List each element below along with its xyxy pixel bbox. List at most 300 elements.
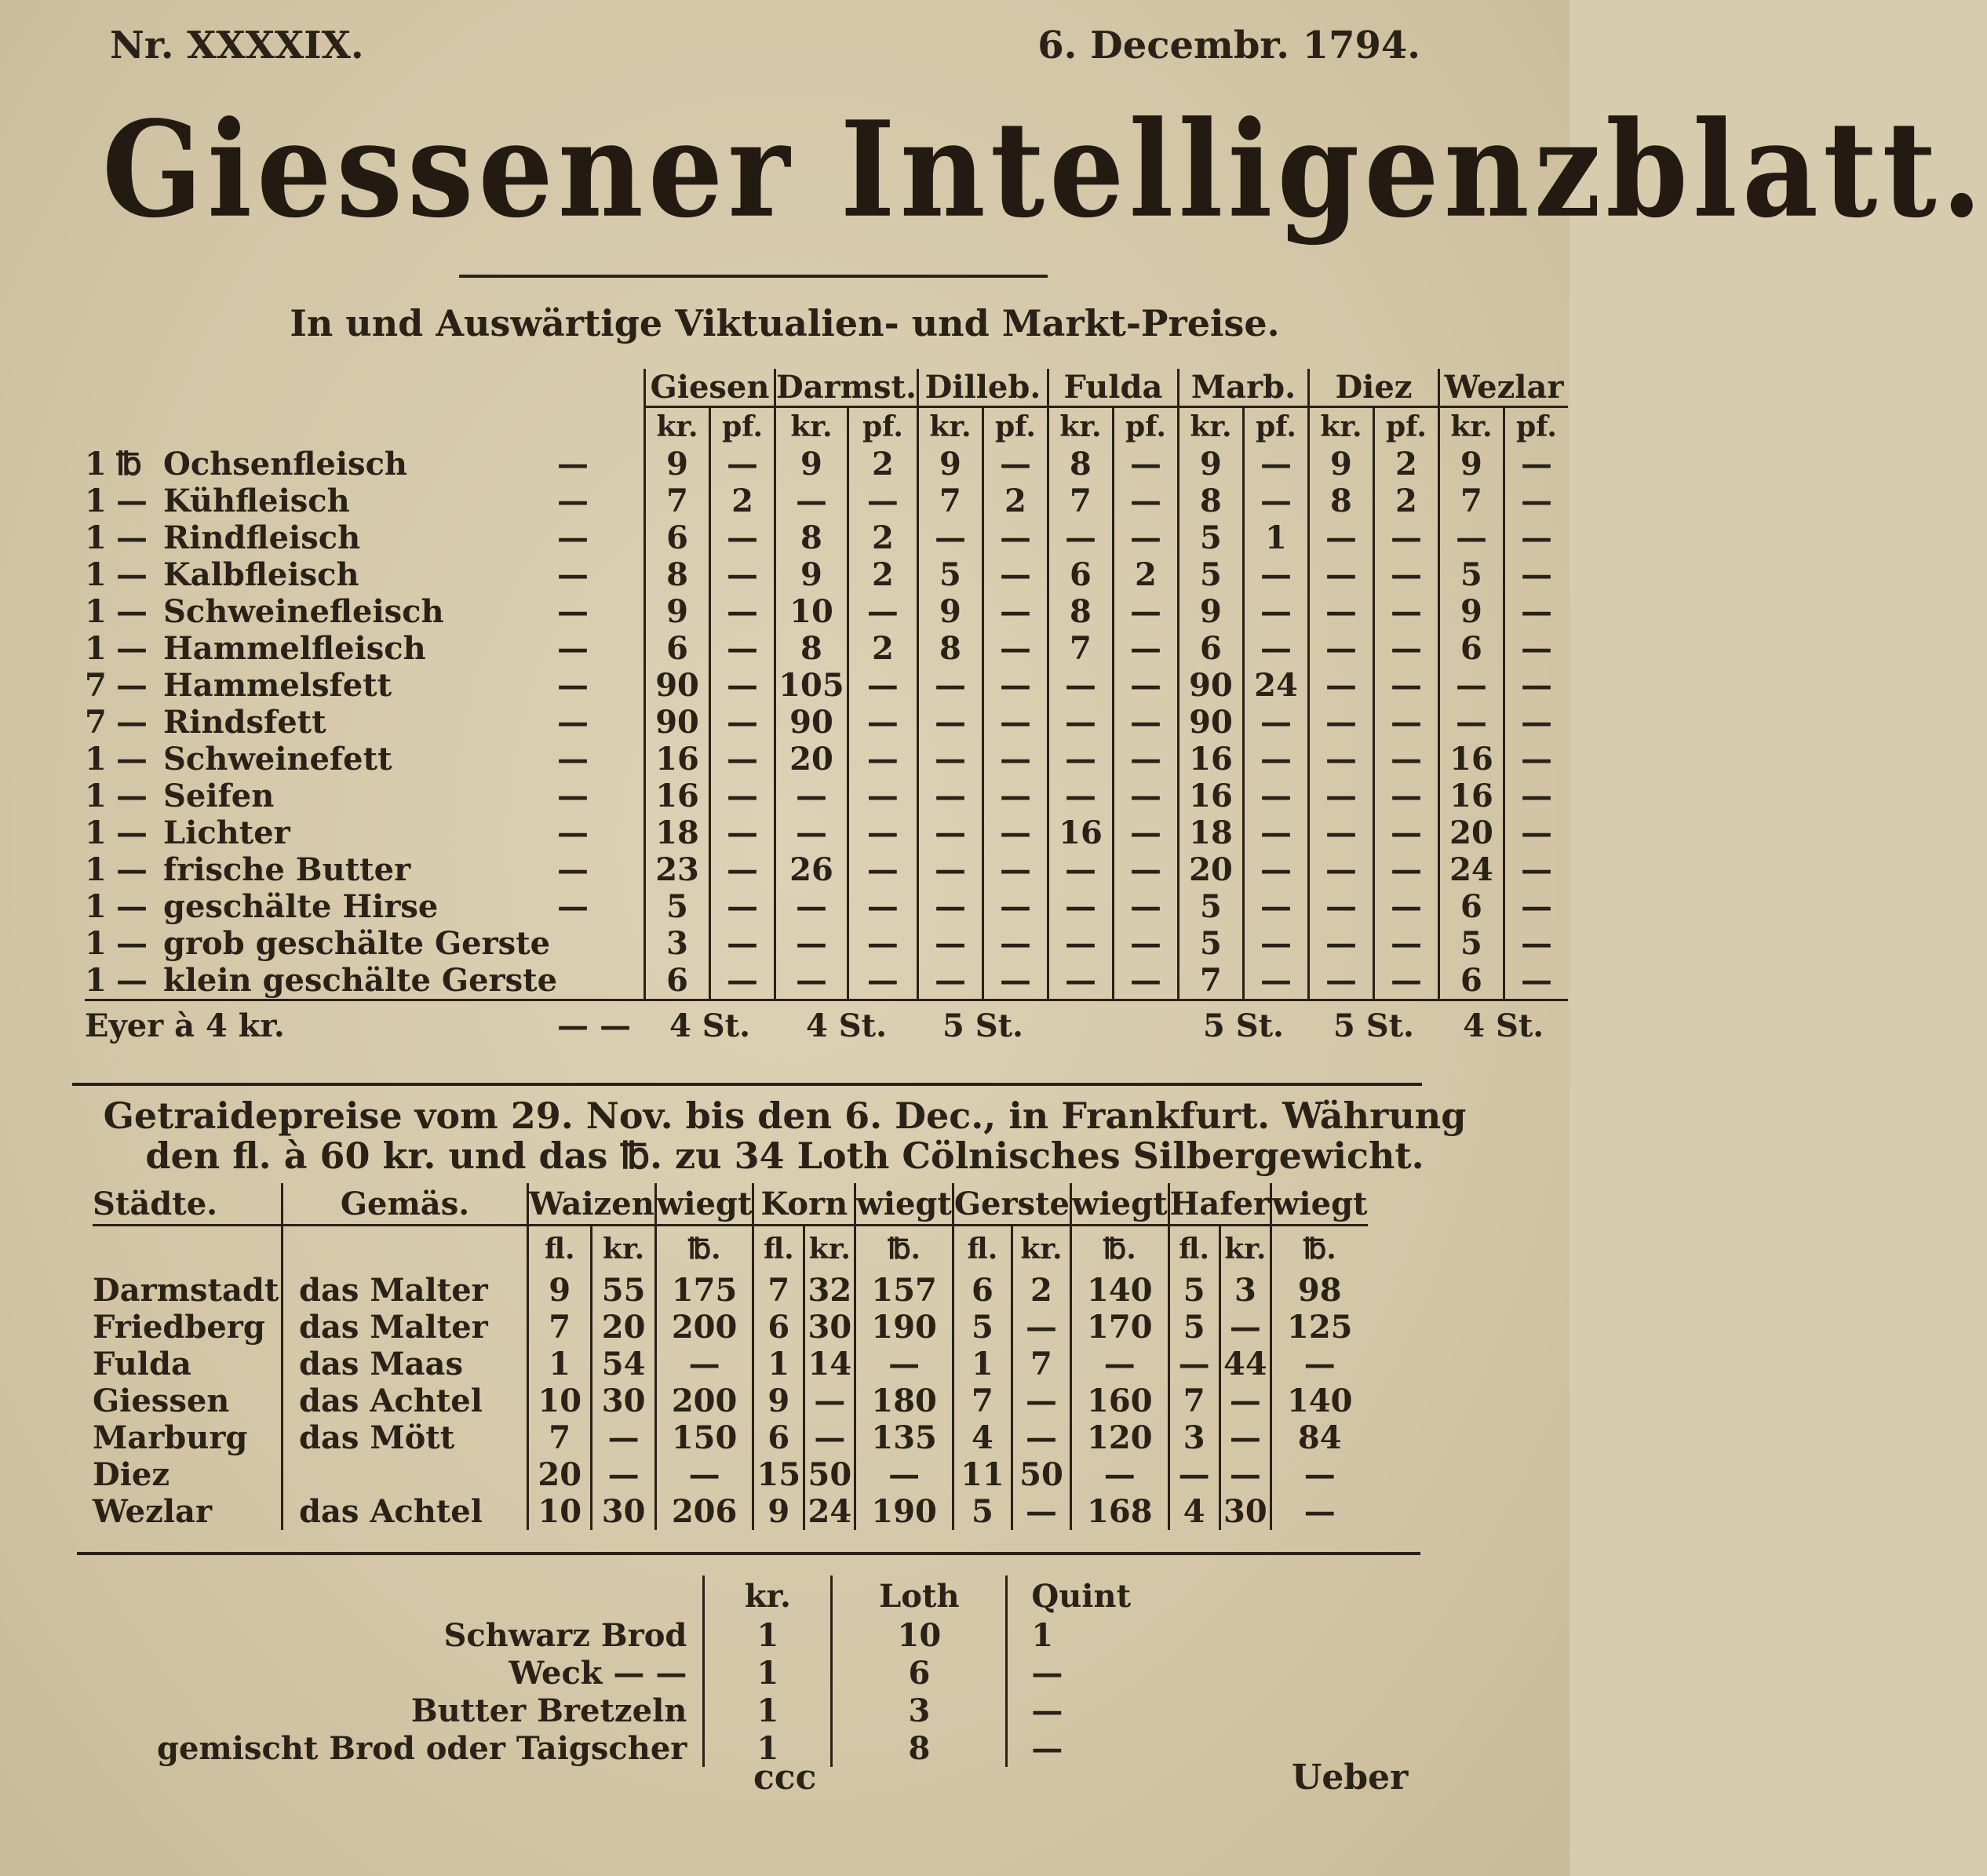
grain-weight-header: wiegt	[855, 1183, 953, 1226]
grain-measure: das Malter	[283, 1309, 528, 1346]
issue-number: Nr. XXXXIX.	[110, 24, 364, 67]
price-cell: —	[1113, 483, 1178, 519]
price-cell: 8	[1308, 483, 1373, 519]
row-quantity: 1	[85, 851, 107, 888]
price-cell: —	[848, 888, 917, 925]
grain-cell: 160	[1071, 1382, 1169, 1419]
grain-cell: 30	[1220, 1493, 1271, 1530]
price-cell: 90	[645, 667, 710, 704]
grain-measure: das Maas	[283, 1346, 528, 1382]
price-cell: —	[1243, 556, 1308, 593]
row-dash: —	[557, 888, 589, 925]
row-unit: —	[116, 962, 148, 999]
sub-lb-header: ℔.	[855, 1226, 953, 1273]
price-cell: —	[848, 704, 917, 741]
row-unit: —	[116, 778, 148, 814]
market-row	[85, 925, 1568, 962]
price-cell: 5	[645, 888, 710, 925]
price-cell: —	[1438, 519, 1504, 556]
market-row	[85, 630, 1568, 667]
price-cell: 9	[1178, 593, 1243, 630]
grain-cell: —	[592, 1456, 655, 1493]
price-cell: 9	[1438, 593, 1504, 630]
grain-cell: 5	[953, 1309, 1012, 1346]
price-cell: —	[710, 888, 775, 925]
grain-group-header: Gerste	[953, 1183, 1070, 1226]
price-cell: —	[1113, 704, 1178, 741]
row-unit: —	[116, 741, 148, 778]
price-cell: —	[983, 741, 1048, 778]
grain-row	[93, 1382, 1368, 1419]
row-dash	[557, 962, 645, 1000]
price-cell: 23	[645, 851, 710, 888]
price-cell: 3	[645, 925, 710, 962]
unit-kr-header: kr.	[1178, 407, 1243, 446]
grain-cell: 1	[753, 1346, 804, 1382]
price-cell: —	[983, 778, 1048, 814]
price-cell: —	[1373, 741, 1438, 778]
price-cell: —	[983, 925, 1048, 962]
price-cell: 16	[645, 778, 710, 814]
price-cell: 8	[775, 630, 848, 667]
price-cell: —	[1113, 741, 1178, 778]
grain-cell: 9	[528, 1272, 592, 1309]
row-item: Hammelsfett	[163, 667, 392, 704]
row-unit: —	[116, 888, 148, 925]
market-row	[85, 814, 1568, 851]
grain-cell: 32	[804, 1272, 855, 1309]
price-cell: 2	[1373, 483, 1438, 519]
price-cell: —	[848, 741, 917, 778]
price-cell: 9	[917, 446, 983, 483]
row-quantity: 1	[85, 778, 107, 814]
price-cell: —	[1504, 888, 1568, 925]
price-cell: 18	[645, 814, 710, 851]
eggs-count: 4 St.	[775, 1000, 918, 1051]
market-row	[85, 667, 1568, 704]
price-cell: 9	[1308, 446, 1373, 483]
grain-row	[93, 1346, 1368, 1382]
price-cell: —	[710, 446, 775, 483]
grain-measure: das Mött	[283, 1419, 528, 1456]
row-item: grob geschälte Gerste	[163, 925, 551, 962]
grain-cell: —	[804, 1419, 855, 1456]
unit-pf-header: pf.	[710, 407, 775, 446]
price-cell: —	[1113, 446, 1178, 483]
price-cell: —	[710, 851, 775, 888]
price-cell: —	[1113, 667, 1178, 704]
bread-loth: 8	[832, 1729, 1007, 1767]
grain-cell: —	[1071, 1346, 1169, 1382]
price-cell: —	[848, 778, 917, 814]
price-cell: —	[1504, 593, 1568, 630]
price-cell: —	[1504, 483, 1568, 519]
grain-cell: 200	[655, 1309, 753, 1346]
eggs-count: 5 St.	[1308, 1000, 1438, 1051]
bread-row	[157, 1729, 1157, 1767]
price-cell: —	[710, 519, 775, 556]
price-cell: —	[1308, 741, 1373, 778]
price-cell: —	[1373, 519, 1438, 556]
city-header: Fulda	[1048, 369, 1178, 407]
market-row	[85, 778, 1568, 814]
price-cell: 18	[1178, 814, 1243, 851]
price-cell: —	[917, 962, 983, 1000]
grain-cell: 135	[855, 1419, 953, 1456]
row-dash: —	[557, 704, 589, 741]
unit-pf-header: pf.	[1373, 407, 1438, 446]
price-cell: —	[1308, 925, 1373, 962]
price-cell: 20	[775, 741, 848, 778]
price-cell: —	[1243, 814, 1308, 851]
unit-kr-header: kr.	[775, 407, 848, 446]
price-cell: —	[1243, 741, 1308, 778]
price-cell: —	[1504, 519, 1568, 556]
page-signature: ccc	[753, 1758, 817, 1798]
price-cell: —	[917, 704, 983, 741]
grain-cell: 157	[855, 1272, 953, 1309]
grain-town: Fulda	[93, 1346, 191, 1382]
market-row	[85, 962, 1568, 1000]
grain-cell: —	[1271, 1346, 1368, 1382]
row-quantity: 1	[85, 814, 107, 851]
price-cell: —	[1113, 778, 1178, 814]
grain-cell: 6	[953, 1272, 1012, 1309]
grain-cell: —	[1220, 1456, 1271, 1493]
price-cell: 5	[1178, 519, 1243, 556]
grain-cell: —	[1012, 1493, 1070, 1530]
sub-fl-header: fl.	[753, 1226, 804, 1273]
bread-col-loth: Loth	[832, 1575, 1007, 1616]
price-cell: —	[1243, 851, 1308, 888]
price-cell: —	[1048, 925, 1113, 962]
price-cell: —	[917, 851, 983, 888]
price-cell: —	[1243, 483, 1308, 519]
price-cell: —	[775, 925, 848, 962]
price-cell: —	[1048, 888, 1113, 925]
grain-measure	[283, 1456, 528, 1493]
row-quantity: 1	[85, 593, 107, 630]
price-cell: —	[848, 925, 917, 962]
price-cell: —	[1243, 888, 1308, 925]
eggs-count: 4 St.	[645, 1000, 775, 1051]
row-unit: —	[116, 851, 148, 888]
price-cell: —	[1113, 814, 1178, 851]
price-cell: 6	[1438, 962, 1504, 1000]
price-cell: —	[1048, 667, 1113, 704]
price-cell: —	[983, 704, 1048, 741]
price-cell: —	[775, 483, 848, 519]
title-rule	[459, 275, 1048, 278]
price-cell: —	[848, 483, 917, 519]
grain-cell: —	[1012, 1309, 1070, 1346]
grain-measure: das Malter	[283, 1272, 528, 1309]
price-cell: 2	[848, 630, 917, 667]
grain-cell: 206	[655, 1493, 753, 1530]
grain-cell: 11	[953, 1456, 1012, 1493]
price-cell: 20	[1178, 851, 1243, 888]
grain-cell: 3	[1220, 1272, 1271, 1309]
grain-measure: das Achtel	[283, 1382, 528, 1419]
grain-cell: 10	[528, 1493, 592, 1530]
row-unit: ℔	[116, 446, 142, 483]
price-cell: —	[1504, 556, 1568, 593]
grain-cell: 9	[753, 1382, 804, 1419]
price-cell: —	[775, 814, 848, 851]
market-row	[85, 851, 1568, 888]
eggs-count: 4 St.	[1438, 1000, 1568, 1051]
price-cell: 7	[645, 483, 710, 519]
unit-kr-header: kr.	[645, 407, 710, 446]
row-item: Kalbfleisch	[163, 556, 359, 593]
price-cell: 7	[917, 483, 983, 519]
grain-cell: 84	[1271, 1419, 1368, 1456]
row-quantity: 1	[85, 962, 107, 999]
row-item: geschälte Hirse	[163, 888, 439, 925]
grain-town: Darmstadt	[93, 1272, 279, 1309]
grain-cell: 54	[592, 1346, 655, 1382]
price-cell: 9	[1438, 446, 1504, 483]
sub-lb-header: ℔.	[1071, 1226, 1169, 1273]
market-row	[85, 593, 1568, 630]
grain-cell: —	[1220, 1309, 1271, 1346]
price-cell: —	[983, 851, 1048, 888]
row-item: Rindsfett	[163, 704, 326, 741]
price-cell: —	[917, 741, 983, 778]
price-cell: 7	[1438, 483, 1504, 519]
price-cell: —	[1504, 778, 1568, 814]
price-cell: —	[775, 888, 848, 925]
price-cell: —	[1308, 630, 1373, 667]
row-quantity: 1	[85, 556, 107, 593]
row-item: Schweinefleisch	[163, 593, 444, 630]
row-unit: —	[116, 925, 148, 962]
unit-kr-header: kr.	[1308, 407, 1373, 446]
bread-col-quint: Quint	[1007, 1575, 1158, 1616]
price-cell: —	[983, 556, 1048, 593]
row-item: Rindfleisch	[163, 519, 361, 556]
row-quantity: 1	[85, 925, 107, 962]
price-cell: 1	[1243, 519, 1308, 556]
price-cell: —	[1048, 778, 1113, 814]
grain-measure: das Achtel	[283, 1493, 528, 1530]
price-cell: —	[917, 778, 983, 814]
market-row	[85, 741, 1568, 778]
price-cell: 90	[1178, 667, 1243, 704]
price-cell: —	[983, 630, 1048, 667]
price-cell: 5	[1178, 556, 1243, 593]
bread-name: Weck — —	[509, 1654, 687, 1692]
price-cell: —	[1113, 519, 1178, 556]
grain-cell: 2	[1012, 1272, 1070, 1309]
price-cell: 24	[1438, 851, 1504, 888]
price-cell: —	[1504, 446, 1568, 483]
price-cell: 2	[1113, 556, 1178, 593]
bread-loth: 3	[832, 1692, 1007, 1729]
grain-group-header: Korn	[753, 1183, 855, 1226]
price-cell: 20	[1438, 814, 1504, 851]
price-cell: —	[1243, 778, 1308, 814]
grain-cell: 7	[953, 1382, 1012, 1419]
price-cell: 9	[775, 556, 848, 593]
price-cell: —	[710, 925, 775, 962]
price-cell: —	[983, 888, 1048, 925]
row-dash: —	[557, 446, 589, 483]
row-dash: —	[557, 814, 589, 851]
unit-pf-header: pf.	[1113, 407, 1178, 446]
grain-cell: 30	[804, 1309, 855, 1346]
bread-kr: 1	[704, 1692, 832, 1729]
price-cell: —	[1373, 851, 1438, 888]
bread-row	[157, 1692, 1157, 1729]
grain-town: Marburg	[93, 1419, 248, 1456]
price-cell: 16	[1438, 741, 1504, 778]
price-cell: —	[848, 962, 917, 1000]
price-cell: 9	[1178, 446, 1243, 483]
bread-loth: 6	[832, 1654, 1007, 1692]
grain-cell: 180	[855, 1382, 953, 1419]
row-item: klein geschälte Gerste	[163, 962, 558, 999]
grain-cell: 5	[953, 1493, 1012, 1530]
price-cell: —	[1113, 925, 1178, 962]
grain-row	[93, 1493, 1368, 1530]
price-cell: 90	[1178, 704, 1243, 741]
price-cell: 16	[1048, 814, 1113, 851]
price-cell: —	[710, 962, 775, 1000]
price-cell: —	[710, 667, 775, 704]
price-cell: 8	[1178, 483, 1243, 519]
row-quantity: 1	[85, 446, 107, 483]
sub-fl-header: fl.	[1169, 1226, 1220, 1273]
row-quantity: 1	[85, 741, 107, 778]
row-unit: —	[116, 814, 148, 851]
price-cell: —	[1373, 704, 1438, 741]
price-cell: —	[1504, 667, 1568, 704]
row-dash: —	[557, 483, 589, 519]
grain-row	[93, 1456, 1368, 1493]
row-dash: —	[557, 667, 589, 704]
price-cell: —	[1243, 704, 1308, 741]
price-cell: 8	[917, 630, 983, 667]
row-dash: —	[557, 593, 589, 630]
price-cell: —	[1504, 851, 1568, 888]
price-cell: —	[1243, 925, 1308, 962]
price-cell: —	[1373, 630, 1438, 667]
city-header: Dillеb.	[917, 369, 1048, 407]
grain-cell: 50	[1012, 1456, 1070, 1493]
price-cell: —	[1373, 778, 1438, 814]
row-dash: —	[557, 778, 589, 814]
price-cell: 6	[645, 630, 710, 667]
grain-cell: 140	[1271, 1382, 1368, 1419]
sub-fl-header: fl.	[528, 1226, 592, 1273]
grain-row	[93, 1272, 1368, 1309]
bread-name: Schwarz Brod	[443, 1616, 687, 1654]
price-cell: —	[1113, 851, 1178, 888]
eggs-count	[1048, 1000, 1178, 1051]
grain-row	[93, 1309, 1368, 1346]
price-cell: —	[848, 593, 917, 630]
unit-pf-header: pf.	[983, 407, 1048, 446]
bread-row	[157, 1616, 1157, 1654]
price-cell: 90	[645, 704, 710, 741]
grain-cell: 30	[592, 1382, 655, 1419]
eggs-row	[85, 1000, 1568, 1051]
grain-weight-header: wiegt	[1271, 1183, 1368, 1226]
price-cell: 9	[645, 446, 710, 483]
price-cell: —	[1308, 667, 1373, 704]
grain-cell: 50	[804, 1456, 855, 1493]
price-cell: —	[1243, 630, 1308, 667]
price-cell: —	[1048, 741, 1113, 778]
eggs-dashes: — —	[557, 1000, 645, 1051]
city-header: Darmst.	[776, 369, 917, 406]
price-cell: 6	[645, 962, 710, 1000]
catchword: Ueber	[1292, 1758, 1409, 1798]
price-cell: —	[710, 778, 775, 814]
grain-cell: —	[1012, 1419, 1070, 1456]
row-quantity: 7	[85, 704, 107, 741]
price-cell: —	[1504, 814, 1568, 851]
grain-cell: —	[1220, 1419, 1271, 1456]
price-cell: —	[983, 962, 1048, 1000]
price-cell: —	[983, 519, 1048, 556]
issue-date: 6. Decembr. 1794.	[1037, 24, 1420, 67]
price-cell: 16	[1178, 778, 1243, 814]
price-cell: —	[1308, 814, 1373, 851]
row-dash: —	[557, 630, 589, 667]
price-cell: —	[775, 778, 848, 814]
row-dash: —	[557, 556, 589, 593]
price-cell: —	[917, 667, 983, 704]
grain-cell: 5	[1169, 1272, 1220, 1309]
grain-row	[93, 1419, 1368, 1456]
price-cell: 5	[1438, 556, 1504, 593]
bread-name: gemischt Brod oder Taigscher	[157, 1729, 687, 1767]
grain-town: Diez	[93, 1456, 170, 1493]
section-rule	[77, 1552, 1420, 1555]
grain-cell: —	[804, 1382, 855, 1419]
grain-cell: 150	[655, 1419, 753, 1456]
unit-pf-header: pf.	[848, 407, 917, 446]
price-cell: 10	[775, 593, 848, 630]
price-cell: —	[1373, 925, 1438, 962]
price-cell: 2	[848, 519, 917, 556]
price-cell: 5	[917, 556, 983, 593]
eggs-count: 5 St.	[1178, 1000, 1308, 1051]
market-row	[85, 483, 1568, 519]
grain-cell: 44	[1220, 1346, 1271, 1382]
price-cell: 8	[1048, 593, 1113, 630]
price-cell: 2	[848, 446, 917, 483]
grain-town: Friedberg	[93, 1309, 265, 1346]
price-cell: 2	[983, 483, 1048, 519]
bread-quint: —	[1007, 1654, 1158, 1692]
row-dash: —	[557, 741, 589, 778]
city-header: Marb.	[1178, 369, 1308, 407]
row-unit: —	[116, 593, 148, 630]
price-cell: —	[710, 556, 775, 593]
price-cell: —	[1373, 814, 1438, 851]
price-cell: —	[983, 593, 1048, 630]
grain-cell: 7	[528, 1309, 592, 1346]
grain-cell: 55	[592, 1272, 655, 1309]
grain-cell: 7	[1012, 1346, 1070, 1382]
city-header: Giesen	[645, 369, 775, 407]
grain-cell: —	[655, 1346, 753, 1382]
grain-cell: 175	[655, 1272, 753, 1309]
price-cell: 2	[1373, 446, 1438, 483]
